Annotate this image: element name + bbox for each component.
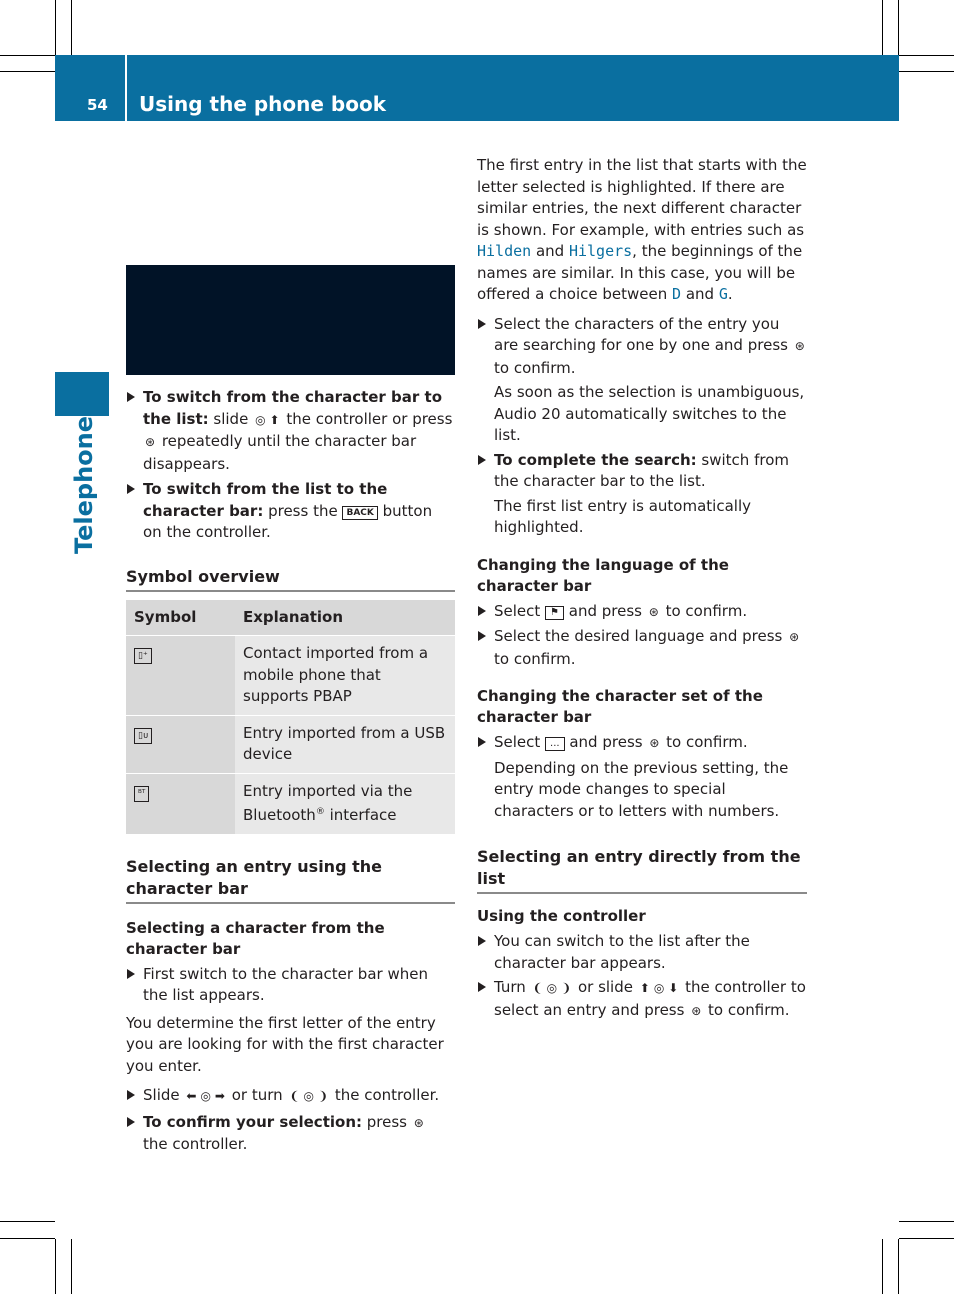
bullet-arrow-icon bbox=[478, 455, 486, 465]
display-screenshot bbox=[126, 140, 455, 375]
controller-icon: ◎ bbox=[653, 981, 665, 995]
registered-mark: ® bbox=[315, 807, 325, 817]
bullet-text: press bbox=[362, 1112, 412, 1131]
crop-mark bbox=[0, 55, 55, 56]
bullet-arrow-icon bbox=[478, 936, 486, 946]
heading-charset: Changing the character set of the character bar bbox=[477, 687, 763, 726]
example-d: D bbox=[672, 285, 682, 303]
table-header-row bbox=[126, 600, 455, 636]
bullet-text: switch from the character bar to the list. bbox=[494, 450, 789, 490]
bullet-bold: To switch from the character bar to the list: bbox=[143, 388, 443, 428]
paragraph-text: , the beginnings of the names are similar. In this case, you will be offered a choice between bbox=[477, 242, 803, 303]
bullet-first-switch bbox=[126, 964, 455, 1007]
example-g: G bbox=[718, 285, 728, 303]
bullet-text: or turn bbox=[226, 1086, 288, 1104]
side-tab-label: Telephone bbox=[70, 415, 98, 555]
bullet-text: Slide bbox=[143, 1086, 185, 1104]
example-hilgers: Hilgers bbox=[568, 242, 633, 260]
bullet-text: repeatedly until the character bar disappears. bbox=[143, 432, 417, 473]
bullet-language-select bbox=[477, 601, 807, 624]
table-cell-symbol bbox=[126, 636, 235, 716]
bullet-arrow-icon bbox=[127, 1090, 135, 1100]
bullet-bold: To complete the search: bbox=[494, 450, 697, 469]
bullet-text: to confirm. bbox=[494, 649, 576, 668]
table-cell-symbol bbox=[126, 715, 235, 773]
bullet-slide bbox=[126, 1085, 455, 1108]
display-screen-dark bbox=[126, 265, 455, 375]
symbol-table bbox=[126, 600, 455, 834]
language-flag-icon: ⚑ bbox=[545, 606, 564, 620]
press-icon: ⊛ bbox=[145, 435, 156, 449]
right-column bbox=[477, 155, 807, 1025]
bullet-arrow-icon bbox=[127, 1117, 135, 1127]
back-button-icon: BACK bbox=[342, 506, 377, 520]
note-depending: Depending on the previous setting, the entry mode changes to special characters or to letters with numbers. bbox=[494, 758, 789, 820]
header-divider bbox=[125, 55, 127, 121]
paragraph-determine: You determine the first letter of the entry you are looking for with the first character you enter. bbox=[126, 1013, 444, 1075]
paragraph-first-entry bbox=[477, 155, 807, 306]
section-heading-direct-list: Selecting an entry directly from the list bbox=[477, 846, 807, 894]
table-row bbox=[126, 773, 455, 834]
press-icon: ⊛ bbox=[413, 1115, 424, 1130]
bullet-text: to confirm. bbox=[494, 358, 576, 377]
bullet-arrow-icon bbox=[478, 737, 486, 747]
phone-contact-icon: ▯⁺ bbox=[134, 648, 152, 664]
press-icon: ⊛ bbox=[794, 339, 805, 353]
crop-mark bbox=[899, 55, 954, 56]
explanation-text: interface bbox=[324, 806, 397, 824]
crop-mark bbox=[898, 0, 899, 55]
crop-mark bbox=[882, 1239, 883, 1294]
bullet-select-characters bbox=[477, 314, 807, 380]
bullet-text: press the bbox=[263, 501, 343, 520]
bullet-text: slide bbox=[208, 409, 254, 428]
bullet-text: the controller to select an entry and press bbox=[494, 978, 806, 1019]
bullet-text: and press bbox=[564, 733, 648, 751]
controller-icon: ◎ bbox=[200, 1089, 211, 1103]
crop-mark bbox=[71, 0, 72, 55]
bullet-text: You can switch to the list after the character bar appears. bbox=[494, 932, 750, 972]
bullet-text: to confirm. bbox=[703, 1000, 790, 1019]
heading-using-controller: Using the controller bbox=[477, 907, 646, 925]
turn-right-icon: ❩ bbox=[561, 981, 572, 995]
bullet-bold: To switch from the list to the character bar: bbox=[143, 480, 388, 520]
page-title: Using the phone book bbox=[139, 92, 387, 116]
bullet-switch-to-list bbox=[126, 387, 455, 475]
bullet-bold: To confirm your selection: bbox=[143, 1112, 362, 1131]
controller-icon: ◎ bbox=[303, 1089, 314, 1103]
crop-mark bbox=[898, 1239, 899, 1294]
side-tab-marker bbox=[55, 372, 109, 416]
press-icon: ⊛ bbox=[649, 736, 660, 750]
page-number: 54 bbox=[87, 96, 108, 114]
paragraph-text: and bbox=[681, 285, 719, 303]
left-column bbox=[126, 140, 455, 1159]
bluetooth-contact-icon: ᴮᵀ bbox=[134, 786, 149, 802]
crop-mark bbox=[0, 1238, 55, 1239]
table-cell-explanation bbox=[235, 773, 455, 834]
bullet-text: Select the desired language and press bbox=[494, 627, 788, 645]
bullet-text: Turn bbox=[494, 978, 531, 996]
slide-up-icon: ⬆ bbox=[269, 412, 280, 427]
bullet-text: Select the characters of the entry you are searching for one by one and press bbox=[494, 314, 793, 354]
crop-mark bbox=[71, 1239, 72, 1294]
bullet-charset-select bbox=[477, 732, 807, 755]
controller-icon: ◎ bbox=[546, 981, 558, 995]
heading-language: Changing the language of the character bar bbox=[477, 555, 729, 595]
table-row bbox=[126, 715, 455, 773]
bullet-text: Select bbox=[494, 733, 546, 751]
bullet-switch-to-bar bbox=[126, 479, 455, 544]
note-unambiguous: As soon as the selection is unambiguous, Audio 20 automatically switches to the list. bbox=[494, 383, 805, 444]
turn-right-icon: ❩ bbox=[317, 1089, 329, 1103]
table-header-symbol: Symbol bbox=[126, 600, 235, 636]
bullet-text: Select bbox=[494, 601, 546, 620]
bullet-arrow-icon bbox=[127, 969, 135, 979]
turn-left-icon: ❨ bbox=[532, 981, 543, 995]
controller-icon: ◎ bbox=[255, 412, 266, 427]
slide-up-icon: ⬆ bbox=[639, 981, 650, 995]
bullet-arrow-icon bbox=[478, 606, 486, 616]
crop-mark bbox=[899, 1238, 954, 1239]
bullet-turn-select bbox=[477, 977, 807, 1022]
bullet-text: the controller. bbox=[143, 1135, 248, 1153]
paragraph-text: and bbox=[531, 242, 569, 260]
symbol-overview-heading: Symbol overview bbox=[126, 566, 455, 592]
usb-contact-icon: ▯ᴜ bbox=[134, 728, 152, 744]
press-icon: ⊛ bbox=[648, 604, 659, 619]
crop-mark bbox=[55, 1239, 56, 1294]
bullet-arrow-icon bbox=[127, 392, 135, 402]
bullet-arrow-icon bbox=[127, 484, 135, 494]
bullet-text: to confirm. bbox=[661, 733, 748, 751]
table-cell-explanation: Contact imported from a mobile phone that supports PBAP bbox=[235, 636, 455, 716]
bullet-arrow-icon bbox=[478, 982, 486, 992]
bullet-text: button on the controller. bbox=[143, 501, 433, 541]
bullet-arrow-icon bbox=[478, 631, 486, 641]
table-cell-explanation: Entry imported from a USB device bbox=[235, 715, 455, 773]
section-heading-character-bar: Selecting an entry using the character bar bbox=[126, 856, 455, 904]
bullet-text: or slide bbox=[573, 978, 638, 996]
bullet-confirm-selection bbox=[126, 1112, 455, 1156]
crop-mark bbox=[55, 0, 56, 55]
subheading-select-character: Selecting a character from the character bar bbox=[126, 918, 385, 958]
bullet-text: First switch to the character bar when the list appears. bbox=[143, 964, 428, 1004]
bullet-language-desired bbox=[477, 626, 807, 670]
crop-mark bbox=[0, 1221, 55, 1222]
bullet-complete-search bbox=[477, 450, 807, 493]
crop-mark bbox=[899, 1221, 954, 1222]
crop-mark bbox=[882, 0, 883, 55]
bullet-text: the controller. bbox=[330, 1086, 440, 1104]
bullet-text: the controller or press bbox=[281, 409, 453, 428]
table-cell-symbol bbox=[126, 773, 235, 834]
bullet-switch-list bbox=[477, 931, 807, 974]
crop-mark bbox=[899, 71, 954, 72]
table-row bbox=[126, 636, 455, 716]
bullet-text: to confirm. bbox=[660, 601, 748, 620]
press-icon: ⊛ bbox=[789, 630, 800, 644]
turn-left-icon: ❨ bbox=[289, 1089, 300, 1103]
bullet-arrow-icon bbox=[478, 319, 486, 329]
press-icon: ⊛ bbox=[691, 1003, 702, 1018]
explanation-text: Entry imported via the Bluetooth bbox=[243, 781, 413, 824]
table-header-explanation: Explanation bbox=[235, 600, 455, 636]
paragraph-text: . bbox=[727, 285, 733, 303]
slide-left-icon: ⬅ bbox=[186, 1089, 197, 1103]
bullet-text: and press bbox=[564, 601, 647, 620]
paragraph-text: The first entry in the list that starts with the letter selected is highlighted. If there are similar entries, the next different character is shown. For example, with entries such as bbox=[477, 156, 807, 239]
charset-dots-icon: ... bbox=[545, 737, 565, 751]
note-highlighted: The first list entry is automatically highlighted. bbox=[494, 496, 751, 536]
example-hilden: Hilden bbox=[477, 242, 532, 260]
slide-right-icon: ➡ bbox=[214, 1089, 225, 1103]
slide-down-icon: ⬇ bbox=[668, 981, 679, 995]
crop-mark bbox=[0, 71, 55, 72]
